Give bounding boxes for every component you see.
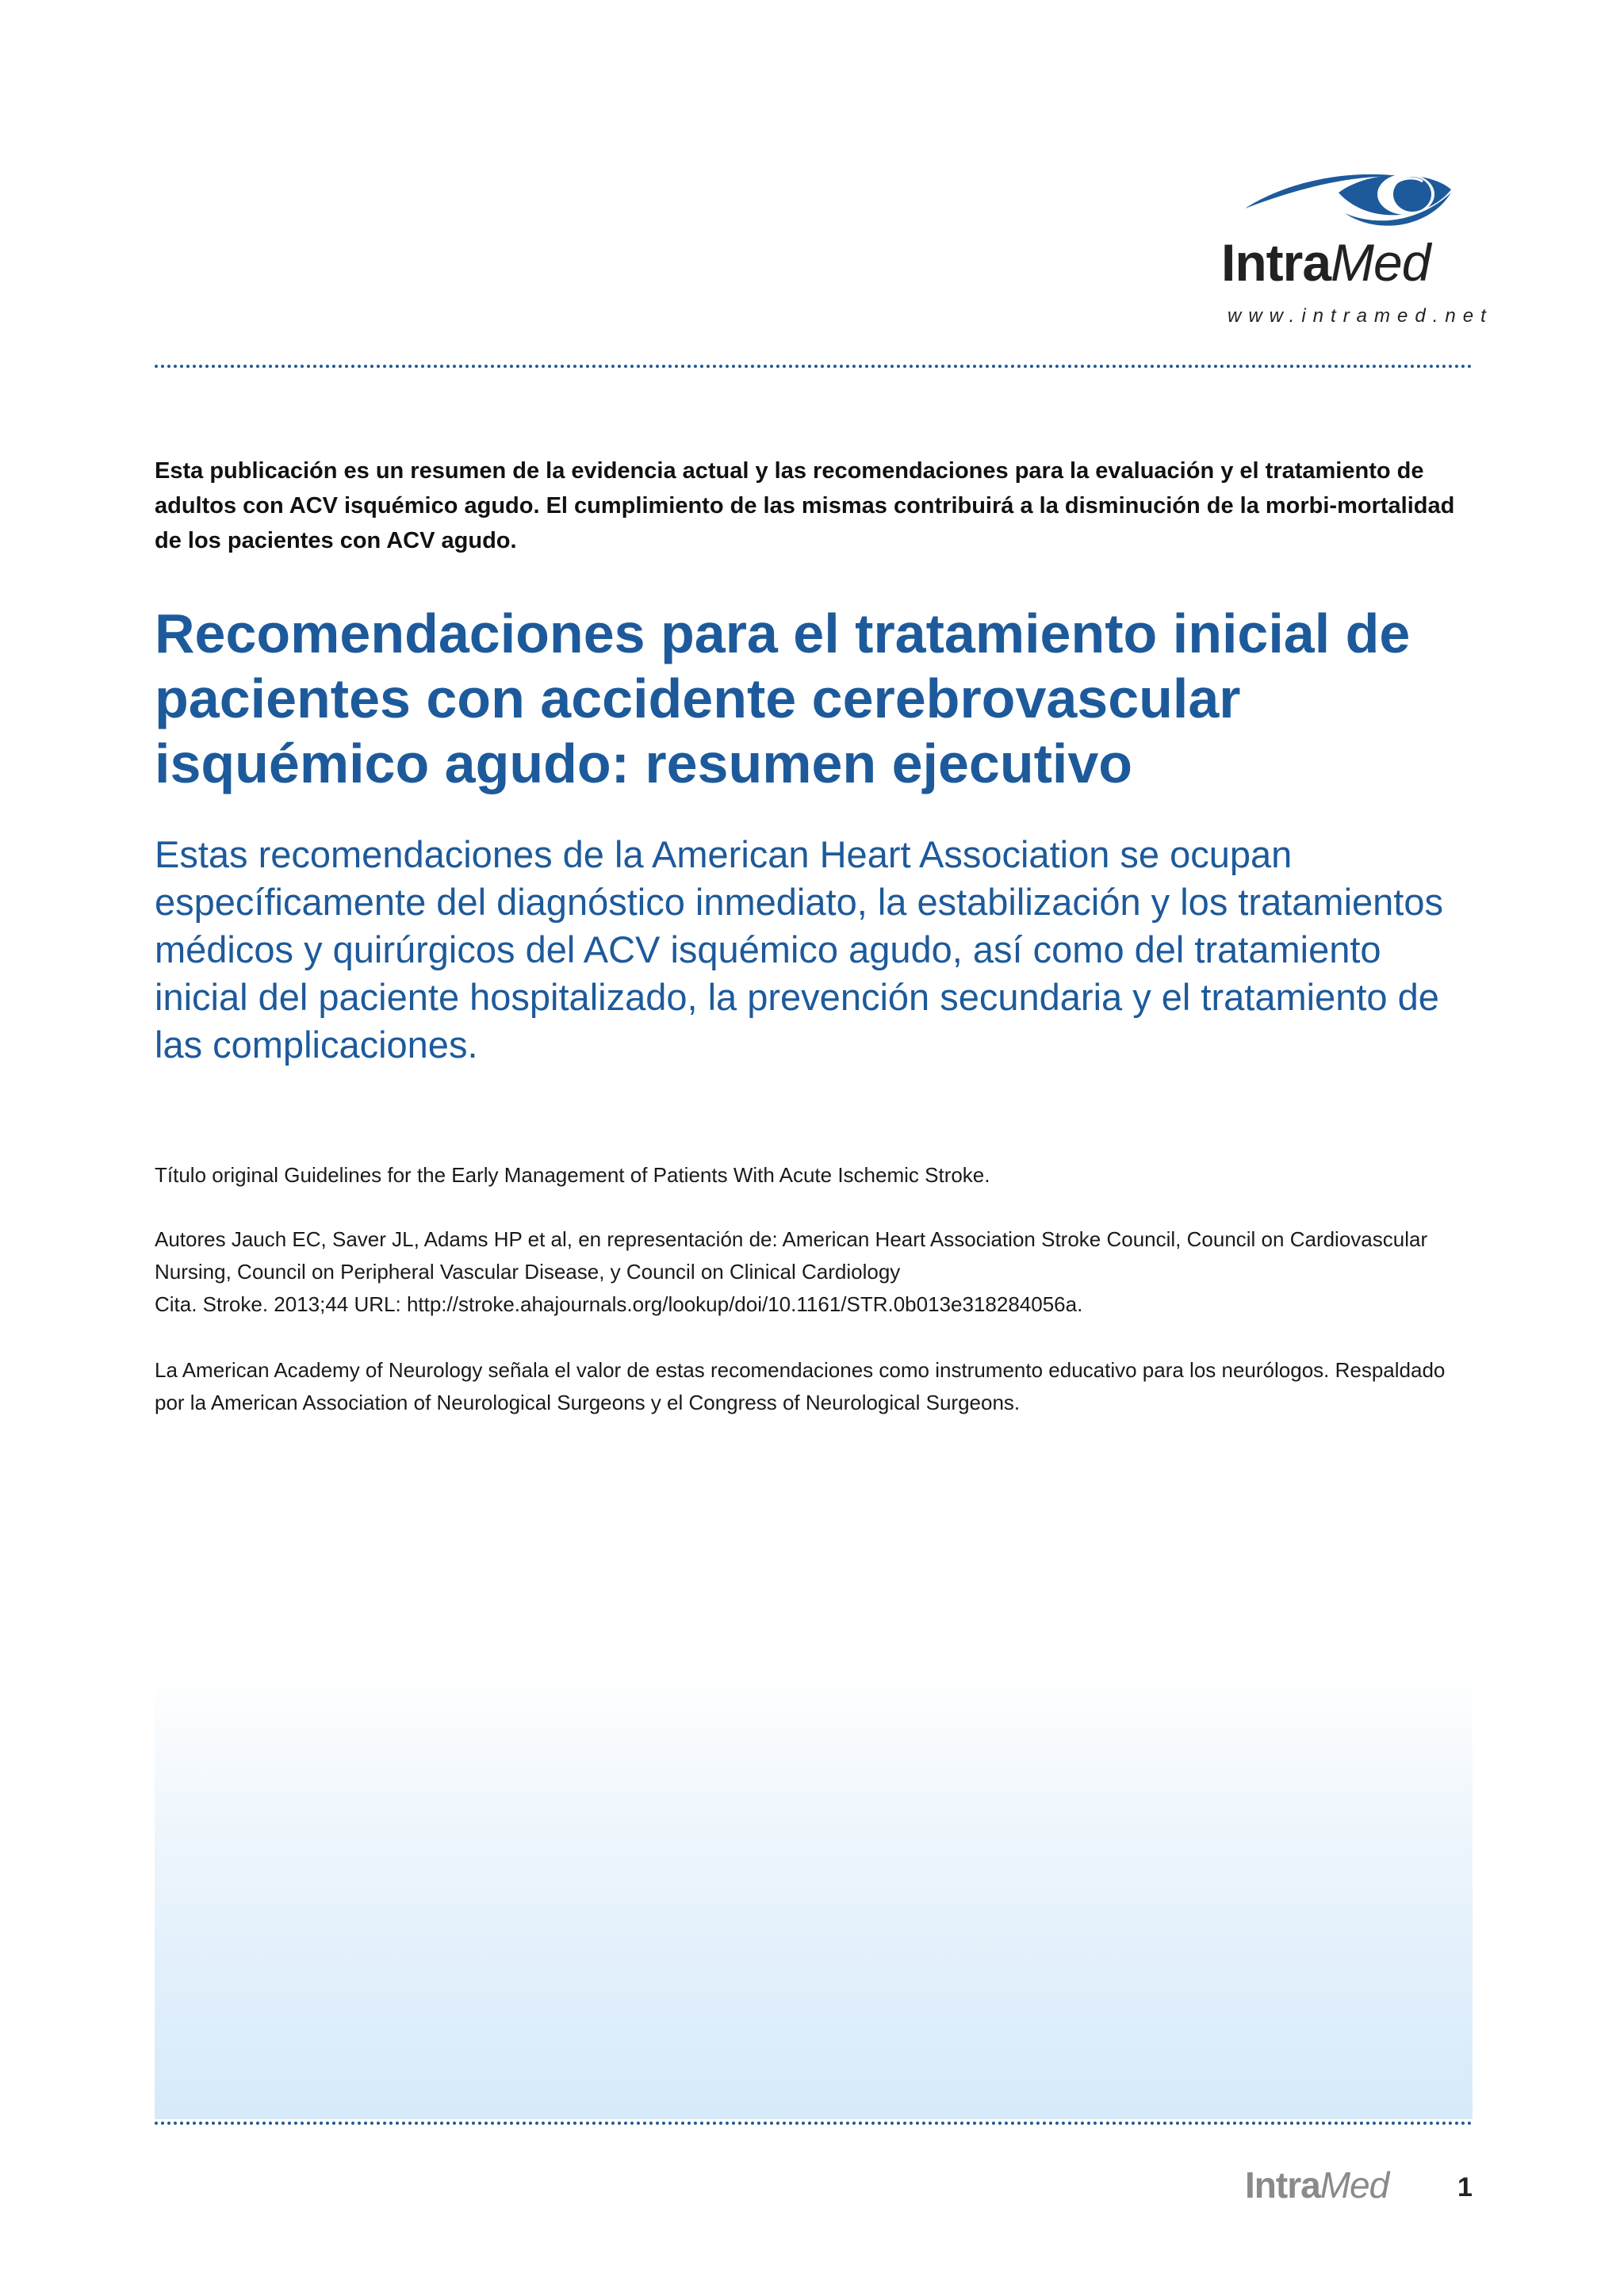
citation-text: Cita. Stroke. 2013;44 URL: http://stroke.ahajournals.org/lookup/doi/10.1161/STR.0b013e318284056a. <box>155 1292 1083 1316</box>
authors-text: Autores Jauch EC, Saver JL, Adams HP et al, en representación de: American Heart Association Stroke Council, Council on Cardiovascular Nursing, Council on Peripheral Vascular Disease, y Council on Clinical Cardiology <box>155 1227 1428 1284</box>
brand-url[interactable]: www.intramed.net <box>1228 305 1493 327</box>
gradient-panel <box>155 1667 1473 2119</box>
brand-name <box>1221 233 1431 292</box>
page-number: 1 <box>1457 2172 1473 2202</box>
original-title: Título original Guidelines for the Early Management of Patients With Acute Ischemic Stroke. <box>155 1163 990 1187</box>
intramed-logo <box>1205 163 1493 329</box>
bottom-divider <box>155 2122 1473 2125</box>
footer-brand-bold: Intra <box>1245 2164 1320 2206</box>
aan-note: La American Academy of Neurology señala el valor de estas recomendaciones como instrumento educativo para los neurólogos. Respaldado por la American Association of Neurological Surgeons y el Congress of Neurological Surgeons. <box>155 1358 1446 1414</box>
page-title: Recomendaciones para el tratamiento inicial de pacientes con accidente cerebrovascular isquémico agudo: resumen ejecutivo <box>155 603 1411 794</box>
brand-bold: Intra <box>1221 233 1331 292</box>
page-subtitle: Estas recomendaciones de la American Heart Association se ocupan específicamente del diagnóstico inmediato, la estabilización y los tratamientos médicos y quirúrgicos del ACV isquémico agudo, así como del tratamiento inicial del paciente hospitalizado, la prevención secundaria y el tratamiento de las complicaciones. <box>155 833 1443 1066</box>
eye-icon <box>1243 163 1457 242</box>
authors-block <box>155 1223 1471 1321</box>
brand-italic: Med <box>1331 233 1431 292</box>
intro-paragraph: Esta publicación es un resumen de la evidencia actual y las recomendaciones para la evaluación y el tratamiento de adultos con ACV isquémico agudo. El cumplimiento de las mismas contribuirá a la disminución de la morbi-mortalidad de los pacientes con ACV agudo. <box>155 458 1455 553</box>
top-divider <box>155 365 1473 368</box>
footer-logo <box>1245 2164 1389 2206</box>
footer-brand-italic: Med <box>1320 2164 1389 2206</box>
